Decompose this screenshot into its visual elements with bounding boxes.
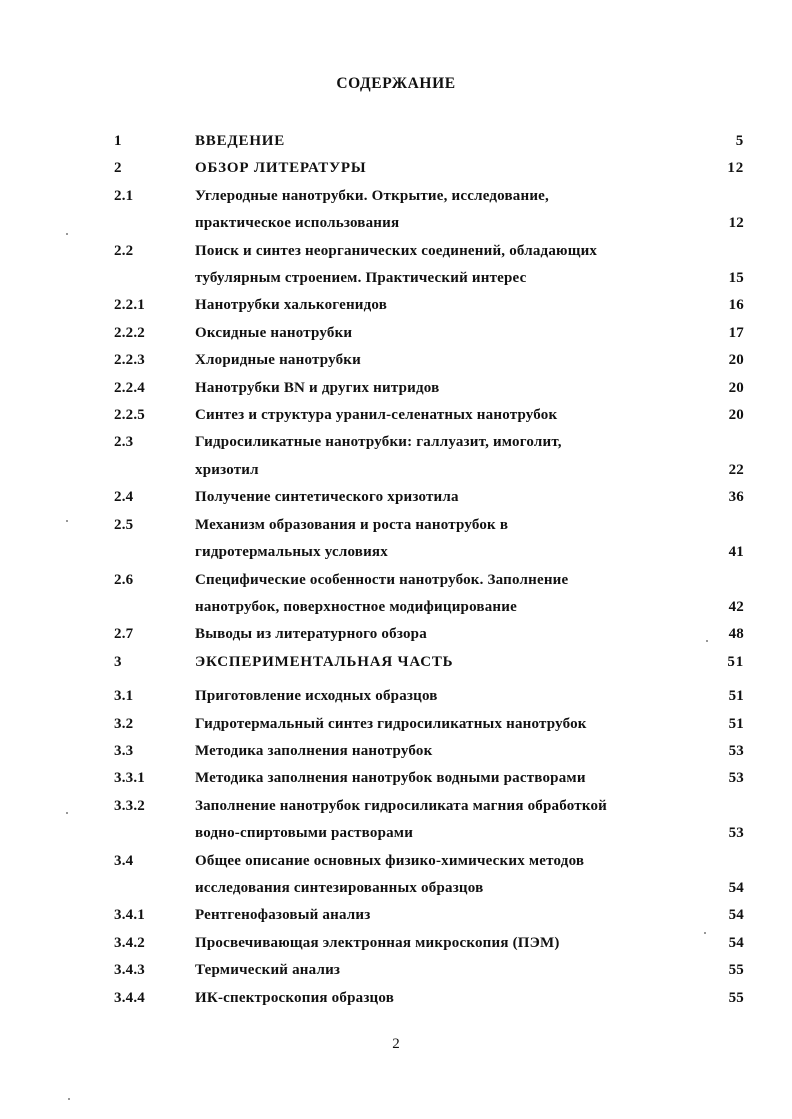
toc-entry-page: 51 [727, 653, 744, 670]
toc-entry-2 [114, 155, 744, 182]
scan-speck [66, 233, 68, 235]
toc-entry-page: 53 [728, 825, 744, 842]
toc-entry-page: 20 [728, 352, 744, 369]
toc-entry-number: 3 [114, 653, 123, 670]
toc-entry-2-4 [114, 484, 744, 511]
toc-entry-number: 2.1 [114, 187, 134, 204]
toc-entry-3-1 [114, 683, 744, 710]
toc-entry-2-2 [114, 238, 744, 293]
toc-entry-title: Рентгенофазовый анализ [195, 907, 371, 924]
toc-entry-3-2 [114, 711, 744, 738]
toc-entry-title: Оксидные нанотрубки [195, 324, 353, 341]
toc-entry-page: 55 [728, 989, 744, 1006]
toc-entry-page: 16 [728, 297, 744, 314]
scan-speck [704, 932, 706, 934]
toc-entry-page: 20 [728, 379, 744, 396]
toc-entry-number: 3.4 [114, 852, 134, 869]
toc-entry-number: 2.2.1 [114, 297, 145, 314]
toc-entry-title: Синтез и структура уранил-селенатных нанотрубок [195, 407, 558, 424]
toc-entry-title: Нанотрубки халькогенидов [195, 297, 388, 314]
toc-entry-page: 53 [728, 742, 744, 759]
toc-entry-title: Просвечивающая электронная микроскопия (ПЭМ) [195, 934, 560, 951]
toc-entry-page: 36 [728, 489, 744, 506]
toc-entry-title: Механизм образования и роста нанотрубок в гидротермальных условиях [195, 516, 509, 561]
toc-entry-title: ВВЕДЕНИЕ [195, 133, 286, 149]
toc-entry-number: 2.2.2 [114, 324, 145, 341]
toc-entry-page: 41 [728, 544, 744, 561]
toc-entry-title: Приготовление исходных образцов [195, 688, 438, 705]
toc-entry-title: Заполнение нанотрубок гидросиликата магния обработкой водно-спиртовыми растворами [195, 797, 608, 842]
toc-entry-page: 54 [728, 879, 744, 896]
toc-entry-number: 2.2.5 [114, 407, 145, 424]
toc-entry-3-3-2 [114, 793, 744, 848]
toc-entry-number: 3.4.2 [114, 934, 145, 951]
toc-entry-number: 2.6 [114, 571, 134, 588]
toc-entry-title: Получение синтетического хризотила [195, 489, 459, 506]
toc-entry-number: 2.7 [114, 626, 134, 643]
toc-entry-3-3 [114, 738, 744, 765]
toc-entry-3-4-3 [114, 957, 744, 984]
toc-entry-title: Общее описание основных физико-химических методов исследования синтезированных образцов [195, 852, 585, 896]
toc-entry-2-2-2 [114, 320, 744, 347]
page-number: 2 [392, 1036, 400, 1052]
toc-entry-page: 15 [728, 270, 744, 287]
toc-entry-number: 3.4.1 [114, 907, 145, 924]
table-of-contents [114, 128, 744, 1012]
toc-entry-number: 2.4 [114, 489, 134, 506]
toc-entry-page: 53 [728, 770, 744, 787]
toc-entry-page: 48 [728, 626, 744, 643]
scan-speck [66, 520, 68, 522]
toc-entry-page: 54 [728, 907, 744, 924]
toc-entry-number: 3.3 [114, 742, 134, 759]
toc-entry-title: Выводы из литературного обзора [195, 626, 427, 643]
toc-entry-2-1 [114, 183, 744, 238]
toc-entry-number: 3.3.1 [114, 770, 145, 787]
toc-entry-3-4-2 [114, 930, 744, 957]
toc-entry-title: ОБЗОР ЛИТЕРАТУРЫ [195, 160, 367, 177]
toc-entry-page: 12 [727, 160, 744, 177]
toc-entry-number: 3.4.3 [114, 962, 145, 979]
toc-entry-2-2-5 [114, 402, 744, 429]
toc-entry-title: Термический анализ [195, 962, 341, 979]
toc-entry-title: Методика заполнения нанотрубок водными растворами [195, 770, 586, 787]
scan-speck [66, 812, 68, 814]
toc-entry-page: 22 [728, 461, 744, 478]
toc-entry-number: 2.2.3 [114, 352, 145, 369]
toc-entry-page: 12 [728, 215, 744, 232]
toc-entry-page: 51 [728, 688, 744, 705]
toc-entry-number: 2.3 [114, 434, 134, 451]
toc-entry-page: 5 [735, 133, 744, 149]
toc-entry-3-4-1 [114, 902, 744, 929]
toc-entry-page: 55 [728, 962, 744, 979]
toc-entry-number: 3.2 [114, 715, 134, 732]
toc-entry-3-4 [114, 848, 744, 903]
toc-entry-2-2-1 [114, 292, 744, 319]
toc-entry-3 [114, 649, 744, 676]
toc-entry-number: 2.2.4 [114, 379, 145, 396]
toc-entry-3-4-4 [114, 985, 744, 1012]
toc-entry-number: 3.4.4 [114, 989, 145, 1006]
toc-entry-title: Гидросиликатные нанотрубки: галлуазит, имоголит, хризотил [195, 434, 562, 478]
toc-entry-title: Методика заполнения нанотрубок [195, 742, 433, 759]
toc-entry-page: 51 [728, 715, 744, 732]
toc-entry-2-5 [114, 512, 744, 567]
toc-entry-2-7 [114, 621, 744, 648]
toc-entry-1 [114, 128, 744, 155]
toc-entry-number: 3.1 [114, 688, 134, 705]
toc-entry-page: 17 [728, 324, 744, 341]
toc-entry-title: Специфические особенности нанотрубок. Заполнение нанотрубок, поверхностное модифицирование [195, 571, 569, 615]
toc-entry-title: Гидротермальный синтез гидросиликатных нанотрубок [195, 715, 587, 732]
toc-entry-title: Нанотрубки BN и других нитридов [195, 379, 440, 396]
toc-entry-page: 42 [728, 598, 744, 615]
page-title: СОДЕРЖАНИЕ [336, 75, 456, 92]
scan-speck [68, 1098, 70, 1100]
toc-entry-number: 2.2 [114, 242, 134, 259]
toc-entry-page: 54 [728, 934, 744, 951]
scan-speck [706, 640, 708, 642]
toc-entry-title: ЭКСПЕРИМЕНТАЛЬНАЯ ЧАСТЬ [195, 653, 454, 670]
toc-entry-number: 2 [114, 160, 123, 177]
toc-entry-2-2-4 [114, 375, 744, 402]
toc-entry-number: 1 [114, 133, 123, 149]
toc-entry-page: 20 [728, 407, 744, 424]
toc-entry-number: 3.3.2 [114, 797, 145, 814]
toc-entry-title: ИК-спектроскопия образцов [195, 989, 395, 1006]
toc-entry-title: Углеродные нанотрубки. Открытие, исследование, практическое использования [195, 187, 549, 232]
toc-entry-2-3 [114, 429, 744, 484]
toc-entry-2-2-3 [114, 347, 744, 374]
toc-entry-3-3-1 [114, 765, 744, 792]
toc-entry-title: Хлоридные нанотрубки [195, 352, 361, 369]
toc-entry-title: Поиск и синтез неорганических соединений, обладающих тубулярным строением. Практический интерес [195, 242, 598, 287]
toc-entry-2-6 [114, 567, 744, 622]
toc-entry-number: 2.5 [114, 516, 134, 533]
